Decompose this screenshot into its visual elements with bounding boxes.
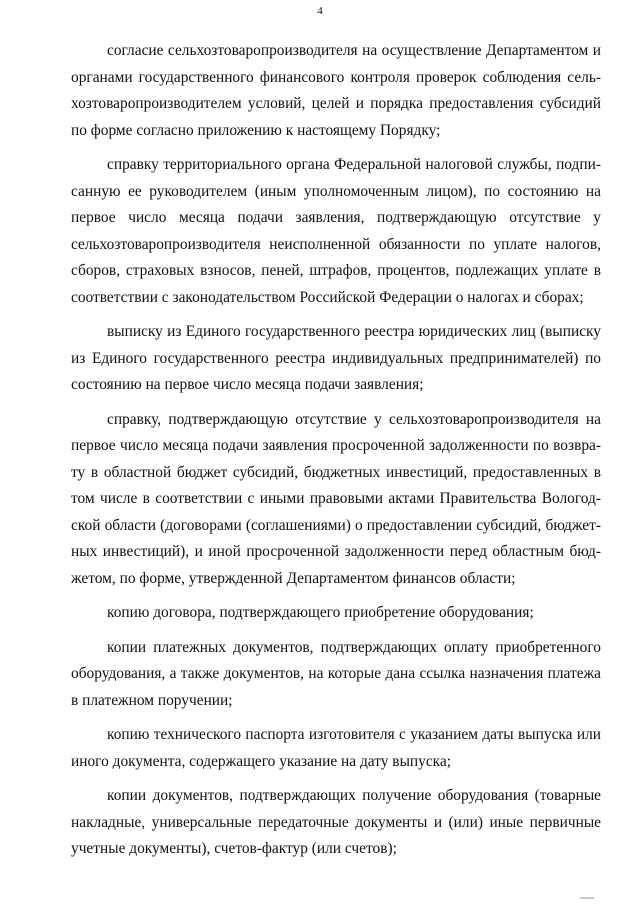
paragraph-payment-documents: копии платежных документов, подтверждающих оплату приобретенного оборудования, а также документов, на которые дана ссылка назначения платежа в платежном поручении;	[71, 638, 601, 709]
paragraph-receipt-documents: копии документов, подтверждающих получение оборудования (товарные накладные, универсальные передаточные документы и (или) иные первичные учетные документы), счетов-фактур (или счетов);	[71, 787, 601, 857]
paragraph-tax-certificate: справку территориального органа Федеральной налоговой службы, подписанную ее руководителем (иным уполномоченным лицом), по состоянию на первое число месяца подачи заявления, подтверждающую отсутствие у сельхозтоваропроизводителя неисполненной обязанности по уплате налогов, сборов, страховых взносов, пеней, штрафов, процентов, подлежащих уплате в соответствии с законодательством Российской Федерации о налогах и сборах;	[71, 156, 601, 306]
paragraph-debt-certificate: справку, подтверждающую отсутствие у сельхозтоваропроизводителя на первое число месяца подачи заявления просроченной задолженности по возврату в областной бюджет субсидий, бюджетных инвестиций, предоставленных в том числе в соответствии с иными правовыми актами Правительства Вологодской области (договорами (соглашениями) о предоставлении субсидий, бюджетных инвестиций), и иной просроченной задолженности перед областным бюджетом, по форме, утвержденной Департаментом финансов области;	[71, 410, 601, 587]
paragraph-contract-copy: копию договора, подтверждающего приобретение оборудования;	[107, 604, 534, 621]
scan-artifact	[580, 897, 594, 899]
document-body	[71, 38, 601, 871]
paragraph-technical-passport: копию технического паспорта изготовителя с указанием даты выпуска или иного документа, содержащего указание на дату выпуска;	[71, 726, 601, 770]
paragraph-registry-extract: выписку из Единого государственного реестра юридических лиц (выписку из Единого государственного реестра индивидуальных предпринимателей) по состоянию на первое число месяца подачи заявления;	[71, 323, 601, 393]
page-number: 4	[317, 5, 323, 17]
paragraph-consent: согласие сельхозтоваропроизводителя на осуществление Департаментом и органами государственного финансового контроля проверок соблюдения сельхозтоваропроизводителем условий, целей и порядка предоставления субсидий по форме согласно приложению к настоящему Порядку;	[71, 42, 601, 139]
